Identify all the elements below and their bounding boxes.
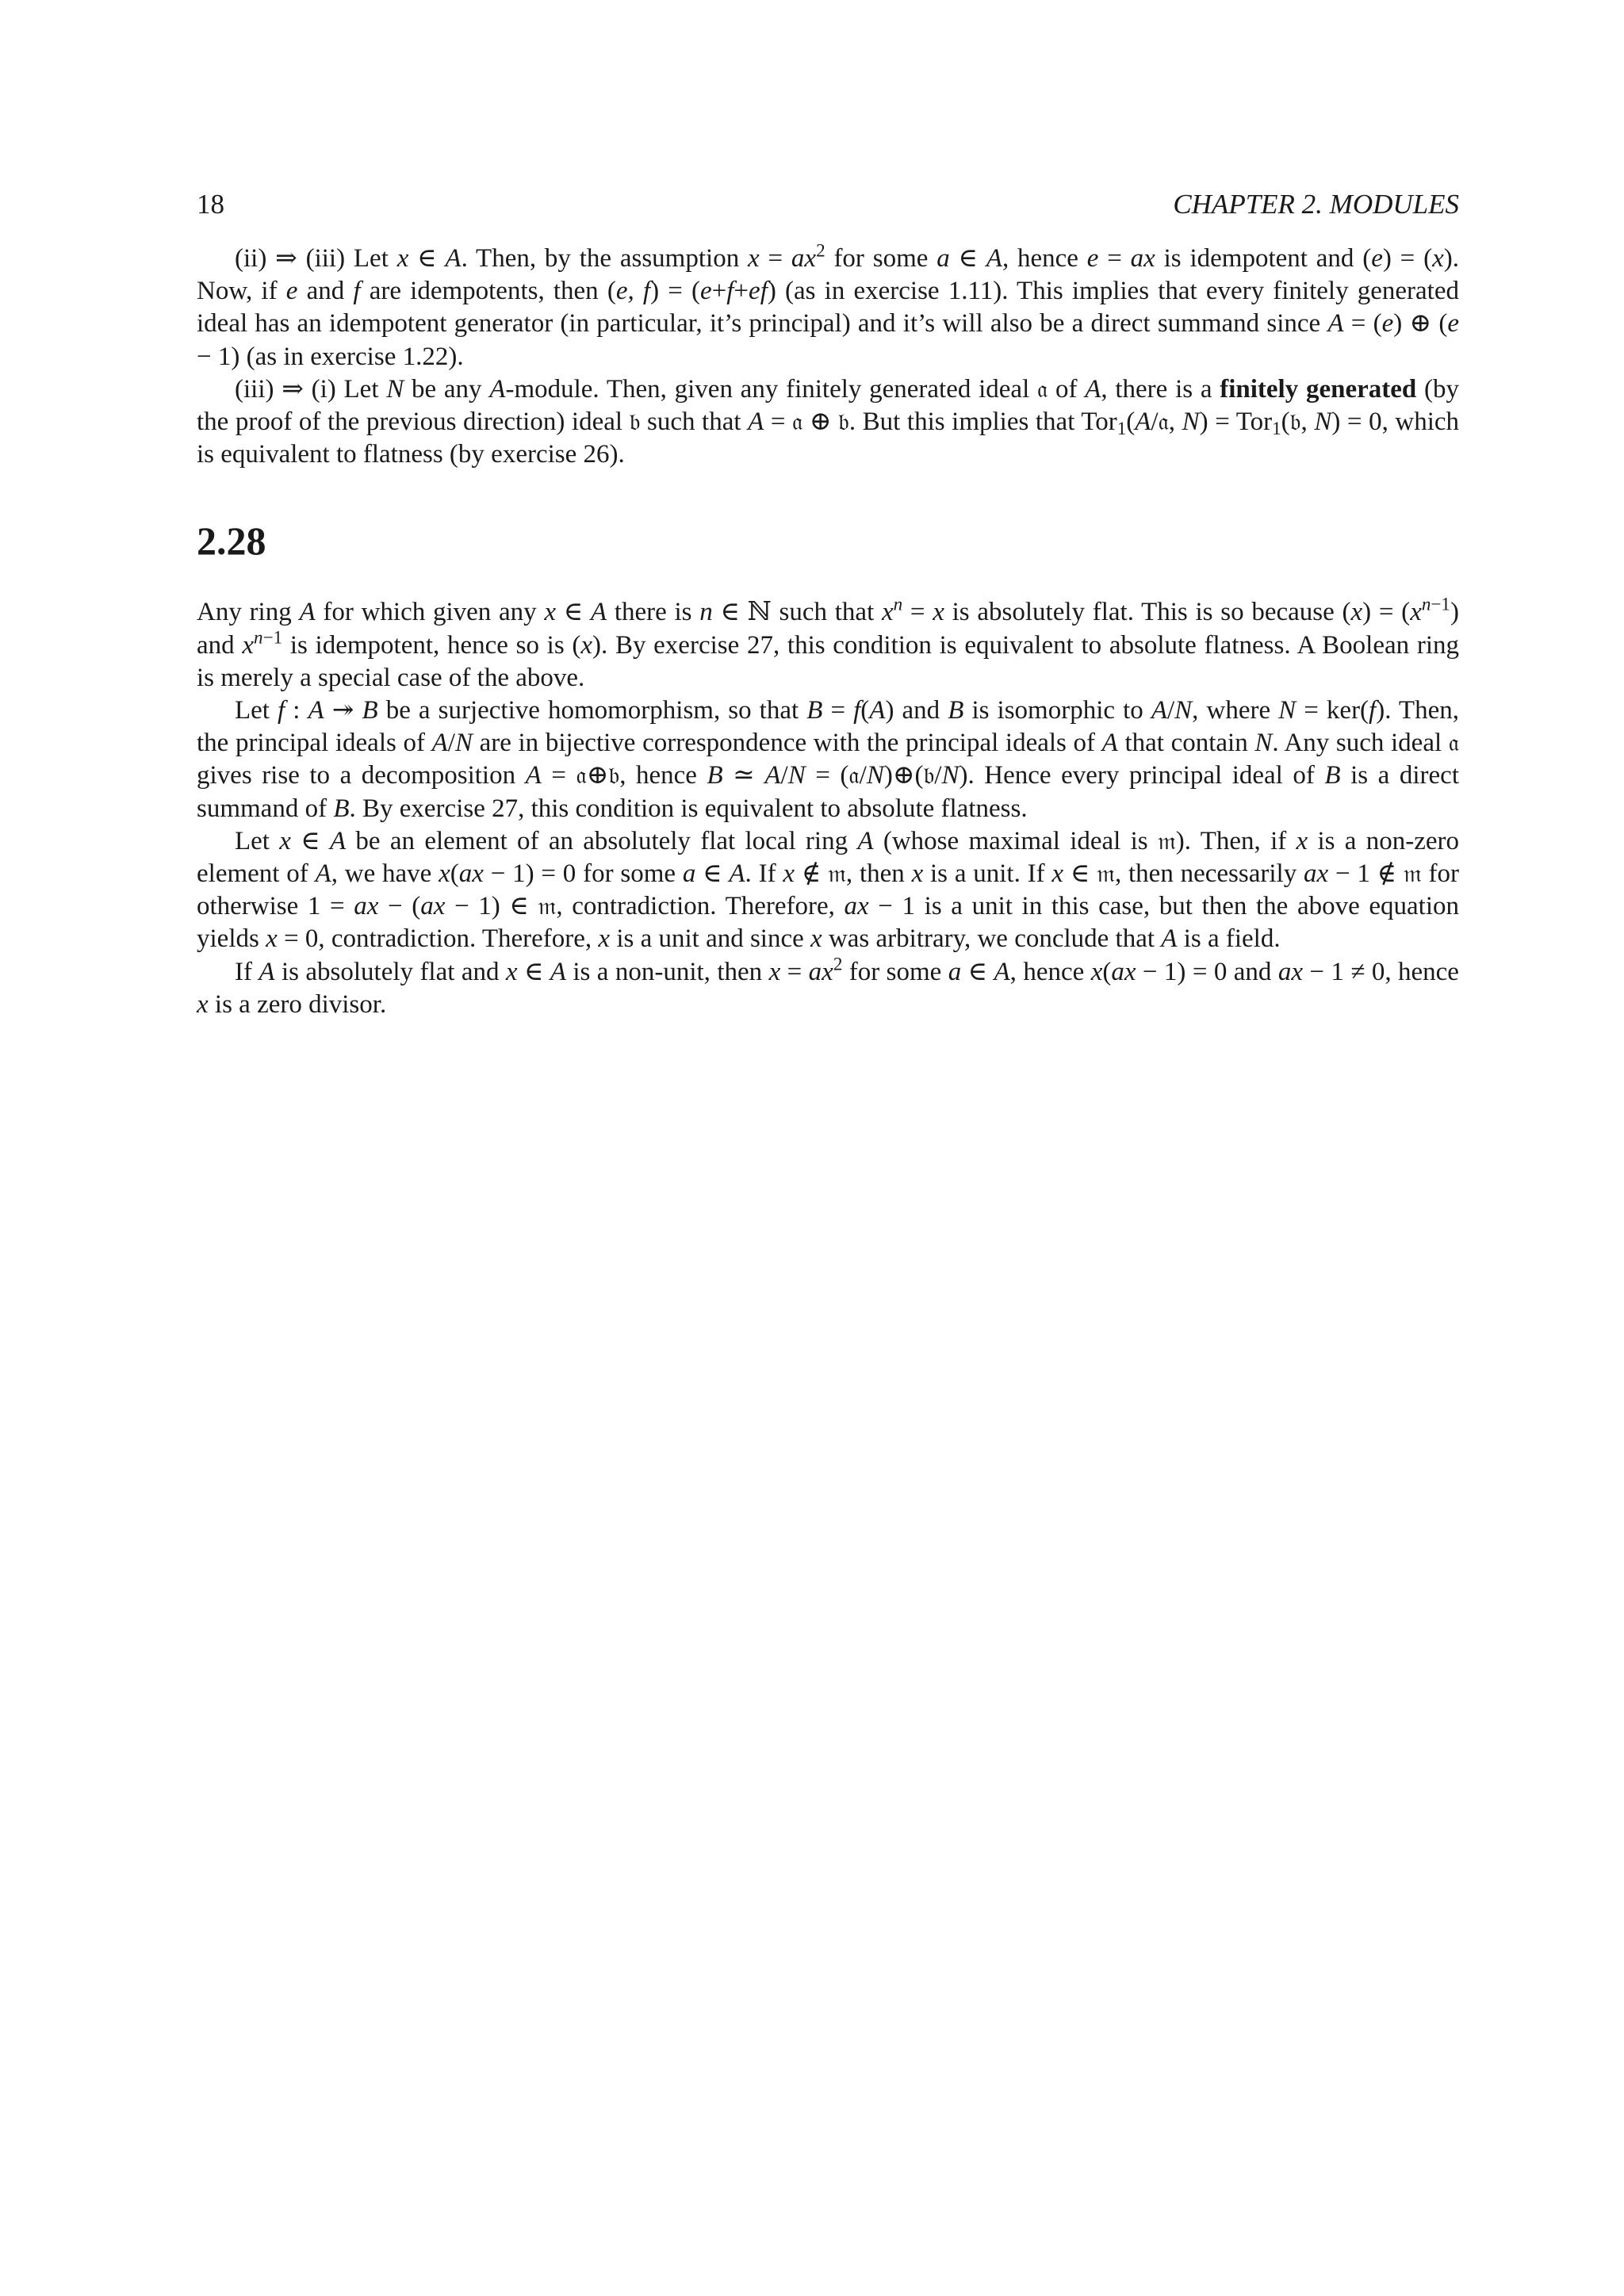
section-heading: 2.28 [197,519,266,564]
paragraph-boolean: Any ring A for which given any x ∈ A there is n ∈ ℕ such that $x^n = x$ is absolutely flat. This is so because $(x) = (x^{n-1})$ and $x^{n-1}$ is idempotent, hence so is (x). By exercise 27, this condition is equivalent to absolute flatness. A Boolean ring is merely a special case of the above. [197,593,1459,692]
main-text [197,239,1460,1021]
paragraph-ii-iii: (ii) ⇒ (iii) Let x ∈ A. Then, by the assumption $x = ax^2$ for some a ∈ A, hence e = ax is idempotent and (e) = (x). Now, if e and f are idempotents, then (e, f) = (e+f+ef) (as in exercise 1.11). This implies that every finitely generated ideal has an idempotent generator (in particular, it’s principal) and it’s will also be a direct summand since A = (e) ⊕ (e − 1) (as in exercise 1.22). [197,239,1459,371]
paragraph-local-ring: Let x ∈ A be an element of an absolutely flat local ring A (whose maximal ideal is 𝔪). Then, if x is a non-zero element of A, we have x(ax − 1) = 0 for some a ∈ A. If x ∉ 𝔪, then x is a unit. If x ∈ 𝔪, then necessarily ax − 1 ∉ 𝔪 for otherwise 1 = ax − (ax − 1) ∈ 𝔪, contradiction. Therefore, ax − 1 is a unit in this case, but then the above equation yields x = 0, contradiction. Therefore, x is a unit and since x was arbitrary, we conclude that A is a field. [197,826,1460,954]
running-header [197,187,1459,222]
paragraph-iii-i: (iii) ⇒ (i) Let N be any A-module. Then, given any finitely generated ideal 𝔞 of A, there is a finitely generated (by the proof of the previous direction) ideal 𝔟 such that A = 𝔞 ⊕ 𝔟. But this implies that Tor$_1$(A/𝔞, N) = Tor$_1$(𝔟, N) = 0, which is equivalent to flatness (by exercise 26). [197,374,1460,469]
paragraph-zero-divisor: If A is absolutely flat and x ∈ A is a non-unit, then $x = ax^2$ for some a ∈ A, hence x(ax − 1) = 0 and ax − 1 ≠ 0, hence x is a zero divisor. [197,952,1459,1019]
paragraph-surjective: Let f : A ↠ B be a surjective homomorphism, so that B = f(A) and B is isomorphic to A/N, where N = ker(f). Then, the principal ideals of A/N are in bijective correspondence with the principal ideals of A that contain N. Any such ideal 𝔞 gives rise to a decomposition A = 𝔞⊕𝔟, hence B ≃ A/N = (𝔞/N)⊕(𝔟/N). Hence every principal ideal of B is a direct summand of B. By exercise 27, this condition is equivalent to absolute flatness. [197,696,1459,823]
chapter-title: CHAPTER 2. MODULES [1173,189,1459,220]
page-number: 18 [197,189,224,220]
